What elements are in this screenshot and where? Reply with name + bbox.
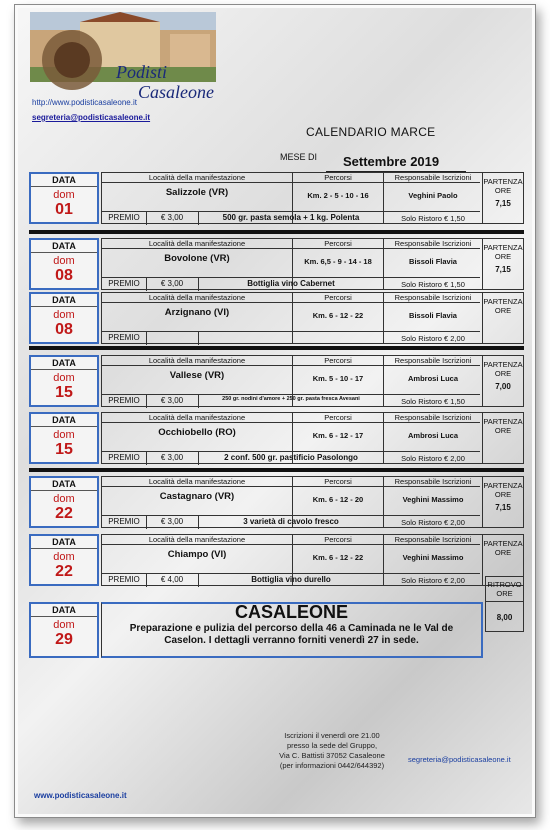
event-price: € 3,00 <box>160 213 184 222</box>
event-location: Bovolone (VR) <box>164 253 230 264</box>
event-start-time: 7,15 <box>495 199 511 208</box>
percorsi-label: Percorsi <box>324 293 352 302</box>
svg-text:Podisti: Podisti <box>116 62 168 82</box>
date-label: DATA <box>31 174 97 187</box>
event-location: Castagnaro (VR) <box>159 491 235 502</box>
event-details <box>101 172 524 224</box>
event-details <box>101 412 524 464</box>
premio-label: PREMIO <box>108 453 140 462</box>
localita-label: Località della manifestazione <box>148 477 246 486</box>
premio-label: PREMIO <box>108 333 140 342</box>
footer-line: Via C. Battisti 37052 Casaleone <box>279 751 385 760</box>
event-distances: Km. 6 - 12 - 17 <box>312 431 364 440</box>
event-distances: Km. 5 - 10 - 17 <box>312 374 364 383</box>
event-location: Occhiobello (RO) <box>158 427 236 438</box>
responsabile-label: Responsabile Iscrizioni <box>394 413 472 422</box>
day-number: 15 <box>55 384 73 401</box>
partenza-label: PARTENZA ORE <box>483 417 523 435</box>
event-price: € 4,00 <box>160 575 184 584</box>
email-link[interactable]: segreteria@podisticasaleone.it <box>32 113 151 122</box>
partenza-label: PARTENZA ORE <box>483 539 523 557</box>
prize-row <box>102 211 383 225</box>
event-distances: Km. 6 - 12 - 20 <box>312 495 364 504</box>
event-manager: Veghini Paolo <box>408 191 458 200</box>
weekday: dom <box>53 551 75 563</box>
day-number: 22 <box>55 563 73 580</box>
prize-row <box>102 277 383 291</box>
weekday: dom <box>53 255 75 267</box>
event-location: Arzignano (VI) <box>164 307 230 318</box>
responsabile-label: Responsabile Iscrizioni <box>394 477 472 486</box>
event-location: Vallese (VR) <box>169 370 225 381</box>
localita-label: Località della manifestazione <box>148 293 246 302</box>
prize-row <box>102 394 383 408</box>
event-manager: Bissoli Flavia <box>409 257 457 266</box>
event-manager: Veghini Massimo <box>402 495 464 504</box>
event-row <box>29 476 524 530</box>
section-separator <box>29 468 524 472</box>
month-label: MESE DI <box>280 152 318 162</box>
percorsi-label: Percorsi <box>324 239 352 248</box>
event-start-time: 7,00 <box>495 382 511 391</box>
localita-label: Località della manifestazione <box>148 535 246 544</box>
special-title: CASALEONE <box>234 602 348 622</box>
localita-label: Località della manifestazione <box>148 239 246 248</box>
club-logo <box>30 12 216 104</box>
weekday: dom <box>53 189 75 201</box>
weekday: dom <box>53 493 75 505</box>
day-number: 29 <box>55 631 73 648</box>
weekday: dom <box>53 619 75 631</box>
date-label: DATA <box>31 240 97 253</box>
date-box <box>29 238 99 290</box>
event-start-time: 7,15 <box>495 503 511 512</box>
weekday: dom <box>53 429 75 441</box>
event-prize: Bottiglia vino Cabernet <box>247 279 335 288</box>
event-start-time: 7,15 <box>495 265 511 274</box>
event-prize: 250 gr. nodini d'amore + 250 gr. pasta fresca Avesani <box>222 396 360 402</box>
event-ristoro: Solo Ristoro € 2,00 <box>401 518 465 527</box>
date-box <box>29 534 99 586</box>
responsabile-label: Responsabile Iscrizioni <box>394 239 472 248</box>
date-box <box>29 172 99 224</box>
event-ristoro: Solo Ristoro € 1,50 <box>401 214 465 223</box>
event-manager: Ambrosi Luca <box>407 431 458 440</box>
date-box <box>29 412 99 464</box>
event-details <box>101 476 524 528</box>
event-location: Chiampo (VI) <box>167 549 227 560</box>
event-location: Salizzole (VR) <box>165 187 229 198</box>
prize-row <box>102 573 383 587</box>
ritrovo-box <box>485 576 524 632</box>
event-row <box>29 534 524 588</box>
day-number: 08 <box>55 321 73 338</box>
prize-row <box>102 515 383 529</box>
website-link[interactable]: http://www.podisticasaleone.it <box>32 98 137 107</box>
date-label: DATA <box>31 414 97 427</box>
event-prize: 2 conf. 500 gr. pastificio Pasolongo <box>224 453 358 462</box>
weekday: dom <box>53 372 75 384</box>
event-ristoro: Solo Ristoro € 2,00 <box>401 576 465 585</box>
percorsi-label: Percorsi <box>324 173 352 182</box>
event-prize: 500 gr. pasta semola + 1 kg. Polenta <box>222 213 360 222</box>
date-box <box>29 292 99 344</box>
responsabile-label: Responsabile Iscrizioni <box>394 356 472 365</box>
percorsi-label: Percorsi <box>324 535 352 544</box>
footer-line: Iscrizioni il venerdì ore 21.00 <box>284 731 380 740</box>
footer-email-link[interactable]: segreteria@podisticasaleone.it <box>408 755 511 764</box>
premio-label: PREMIO <box>108 396 140 405</box>
partenza-label: PARTENZA ORE <box>483 481 523 499</box>
ritrovo-label: RITROVO ORE <box>487 580 522 598</box>
day-number: 22 <box>55 505 73 522</box>
weekday: dom <box>53 309 75 321</box>
calendar-sheet <box>14 4 536 818</box>
section-separator <box>29 230 524 234</box>
event-ristoro: Solo Ristoro € 2,00 <box>401 334 465 343</box>
localita-label: Località della manifestazione <box>148 356 246 365</box>
responsabile-label: Responsabile Iscrizioni <box>394 173 472 182</box>
partenza-label: PARTENZA ORE <box>483 243 523 261</box>
event-row <box>29 238 524 292</box>
event-distances: Km. 6 - 12 - 22 <box>312 311 364 320</box>
responsabile-label: Responsabile Iscrizioni <box>394 293 472 302</box>
event-manager: Ambrosi Luca <box>407 374 458 383</box>
partenza-label: PARTENZA ORE <box>483 360 523 378</box>
event-price: € 3,00 <box>160 517 184 526</box>
day-number: 08 <box>55 267 73 284</box>
footer-line: presso la sede del Gruppo, <box>286 741 378 750</box>
localita-label: Località della manifestazione <box>148 173 246 182</box>
localita-label: Località della manifestazione <box>148 413 246 422</box>
footer-info <box>247 731 417 771</box>
date-label: DATA <box>31 294 97 307</box>
event-price: € 3,00 <box>160 279 184 288</box>
day-number: 15 <box>55 441 73 458</box>
event-manager: Bissoli Flavia <box>409 311 457 320</box>
special-description <box>101 602 483 658</box>
premio-label: PREMIO <box>108 575 140 584</box>
event-ristoro: Solo Ristoro € 1,50 <box>401 397 465 406</box>
calendar-title: CALENDARIO MARCE <box>306 125 436 139</box>
responsabile-label: Responsabile Iscrizioni <box>394 535 472 544</box>
partenza-label: PARTENZA ORE <box>483 297 523 315</box>
event-prize: Bottiglia vino durello <box>251 575 331 584</box>
event-details <box>101 355 524 407</box>
premio-label: PREMIO <box>108 517 140 526</box>
event-details <box>101 534 524 586</box>
event-distances: Km. 2 - 5 - 10 - 16 <box>307 191 369 200</box>
event-prize: 3 varietà di cavolo fresco <box>243 517 339 526</box>
event-row <box>29 355 524 409</box>
event-ristoro: Solo Ristoro € 1,50 <box>401 280 465 289</box>
event-ristoro: Solo Ristoro € 2,00 <box>401 454 465 463</box>
date-label: DATA <box>31 536 97 549</box>
month-value: Settembre 2019 <box>343 154 440 169</box>
premio-label: PREMIO <box>108 279 140 288</box>
footer-website-link[interactable]: www.podisticasaleone.it <box>34 791 127 800</box>
percorsi-label: Percorsi <box>324 356 352 365</box>
event-row <box>29 292 524 346</box>
event-details <box>101 238 524 290</box>
event-distances: Km. 6,5 - 9 - 14 - 18 <box>304 257 372 266</box>
premio-label: PREMIO <box>108 213 140 222</box>
ritrovo-time: 8,00 <box>496 613 513 622</box>
event-details <box>101 292 524 344</box>
footer-line: (per informazioni 0442/644392) <box>279 761 385 770</box>
date-box <box>29 476 99 528</box>
date-label: DATA <box>31 604 97 617</box>
percorsi-label: Percorsi <box>324 413 352 422</box>
event-price: € 3,00 <box>160 396 184 405</box>
event-distances: Km. 6 - 12 - 22 <box>312 553 364 562</box>
event-row <box>29 412 524 466</box>
date-box <box>29 355 99 407</box>
day-number: 01 <box>55 201 73 218</box>
date-label: DATA <box>31 357 97 370</box>
partenza-label: PARTENZA ORE <box>483 177 523 195</box>
date-box <box>29 602 99 658</box>
prize-row <box>102 451 383 465</box>
svg-text:Casaleone: Casaleone <box>138 82 214 102</box>
section-separator <box>29 346 524 350</box>
event-row <box>29 172 524 226</box>
special-text: Preparazione e pulizia del percorso della 46 a Caminada ne le Val de Caselon. I dettagli verranno forniti venerdì 27 in sede. <box>129 623 454 646</box>
event-price: € 3,00 <box>160 453 184 462</box>
event-manager: Veghini Massimo <box>402 553 464 562</box>
percorsi-label: Percorsi <box>324 477 352 486</box>
prize-row <box>102 331 383 345</box>
date-label: DATA <box>31 478 97 491</box>
